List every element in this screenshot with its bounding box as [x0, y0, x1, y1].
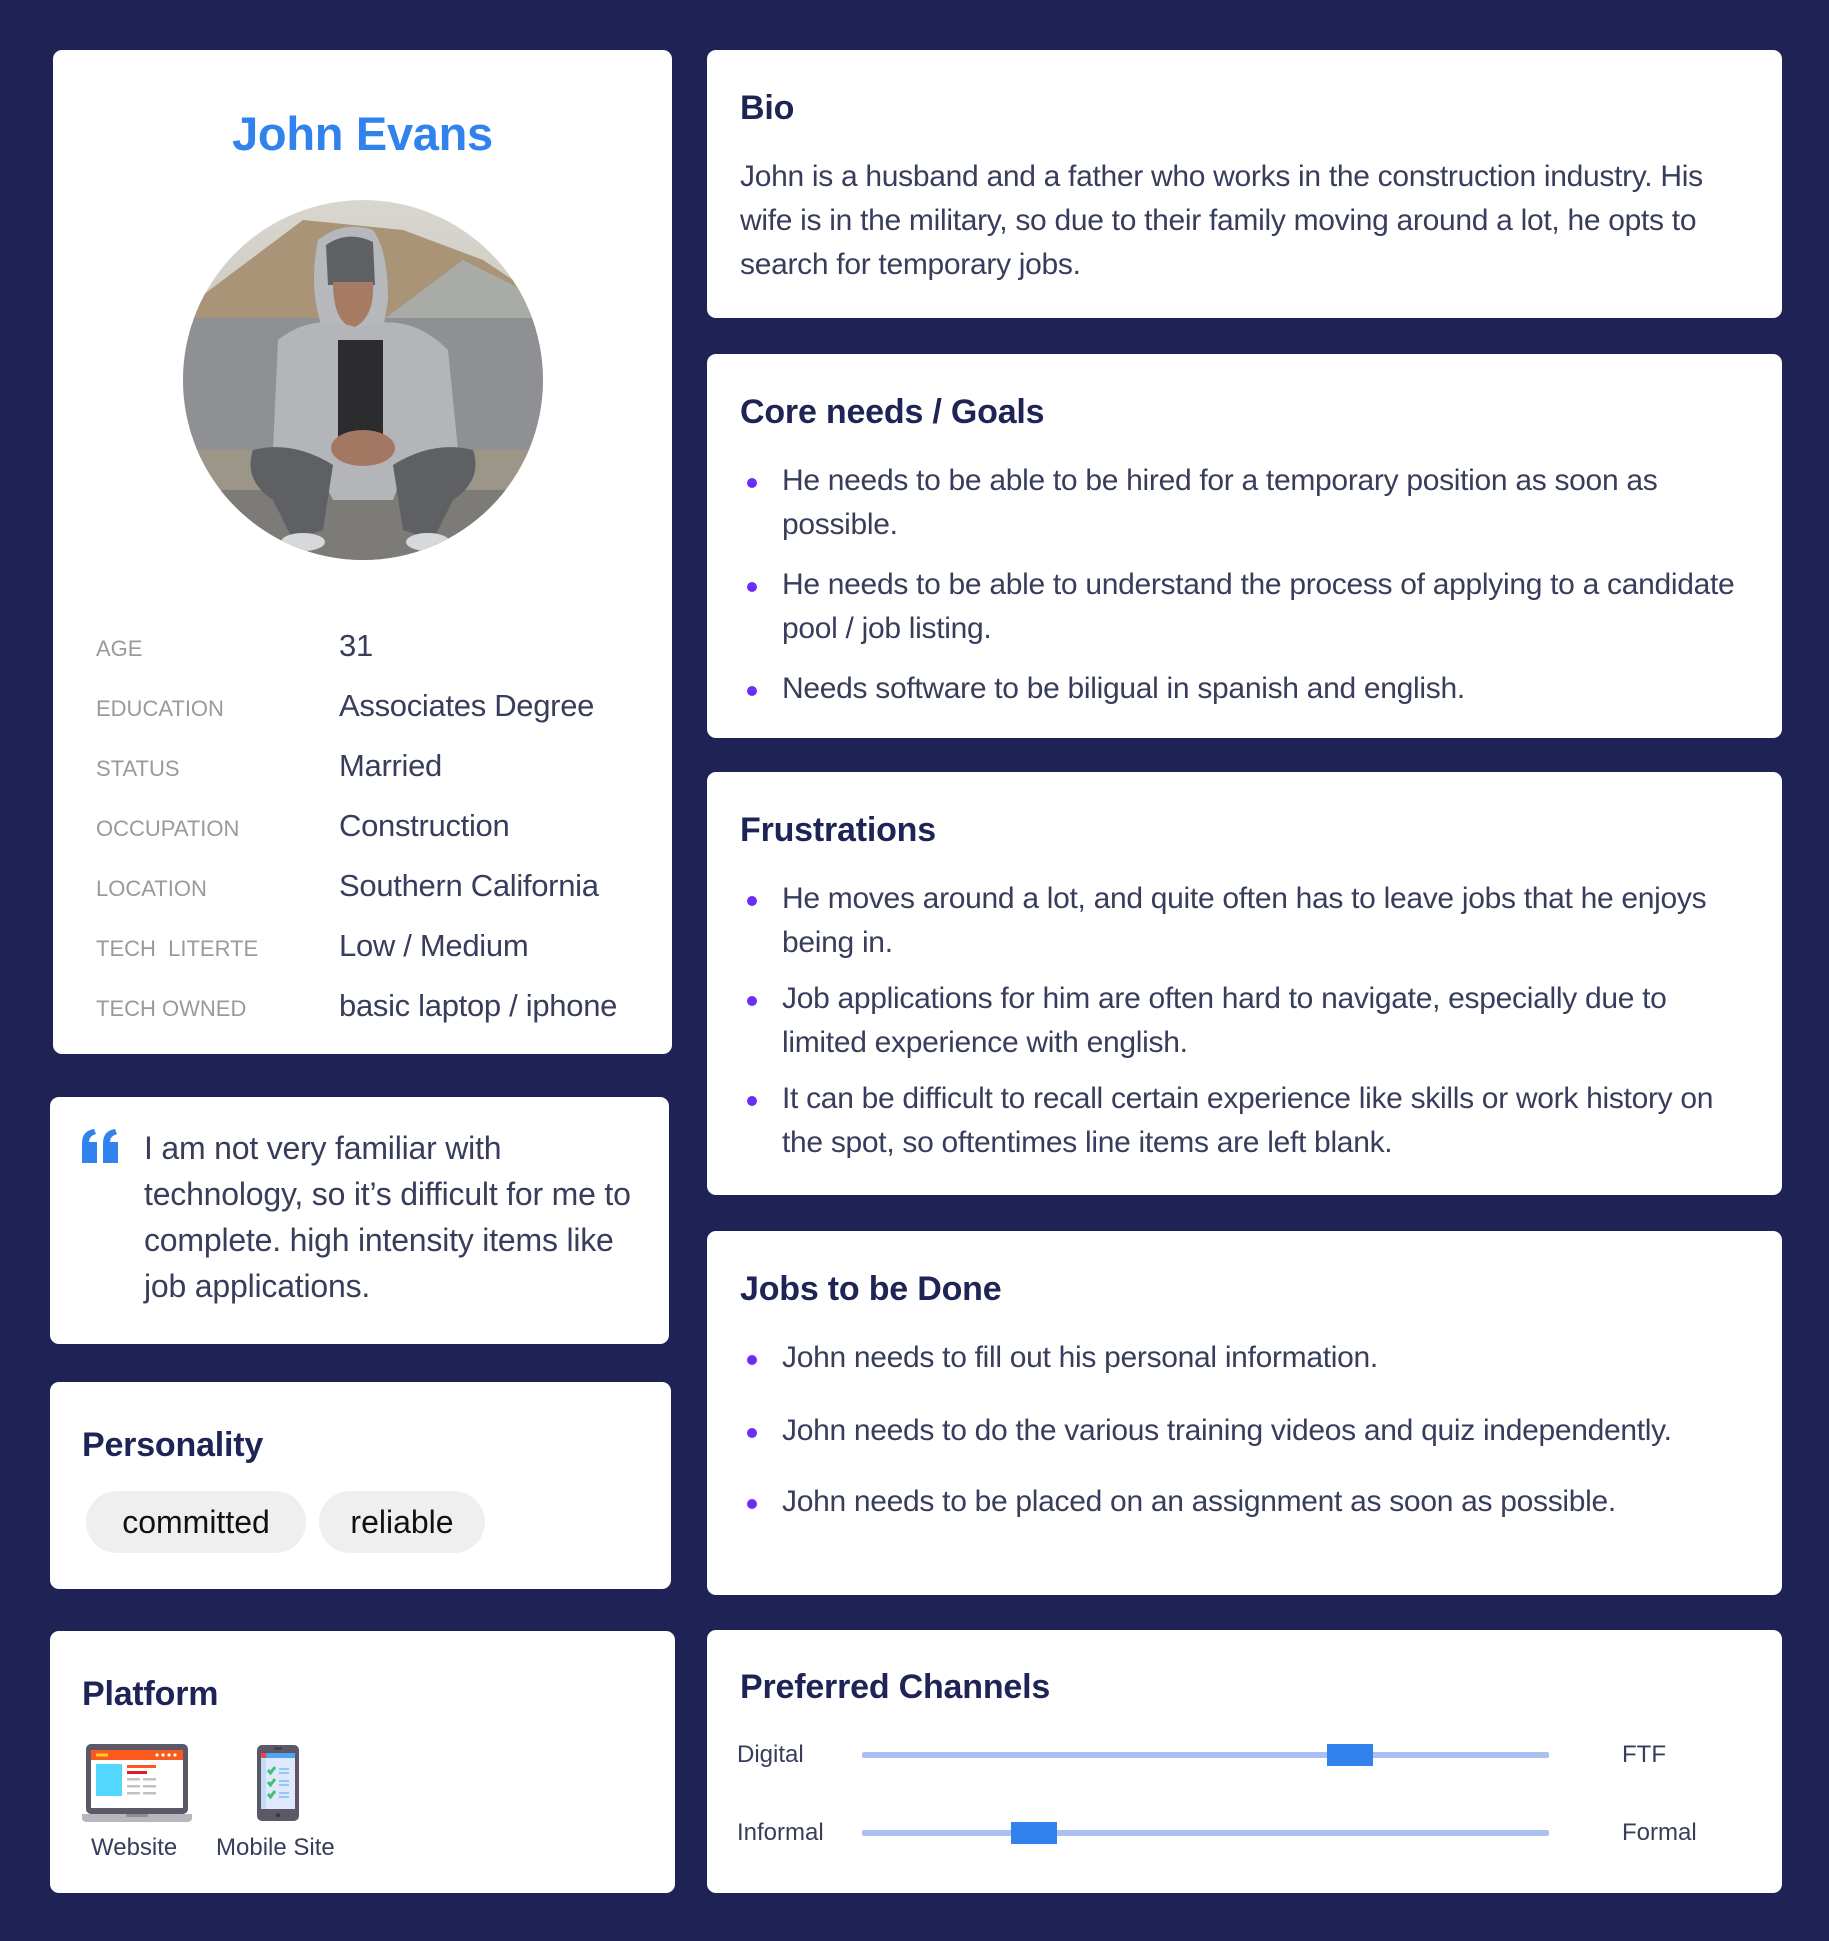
quote-card [50, 1097, 669, 1344]
slider-right-label: Formal [1622, 1819, 1697, 1846]
slider-track[interactable] [862, 1752, 1549, 1758]
person-photo-icon [183, 200, 543, 560]
info-label: OCCUPATION [96, 816, 240, 841]
list-item: John needs to fill out his personal information. [740, 1336, 1740, 1380]
bullet-icon [747, 686, 757, 696]
info-value: basic laptop / iphone [339, 988, 618, 1023]
info-value: Southern California [339, 868, 599, 903]
quote-icon [82, 1129, 120, 1163]
platform-label-website: Website [91, 1834, 178, 1861]
section-title: Platform [82, 1675, 219, 1713]
info-row-occupation [96, 806, 656, 846]
trait-chip: reliable [319, 1491, 485, 1553]
info-row-age [96, 626, 656, 666]
slider-left-label: Informal [737, 1819, 824, 1846]
info-label: AGE [96, 636, 143, 661]
jobs-to-be-done-card [707, 1231, 1782, 1595]
bullet-icon [747, 896, 757, 906]
info-row-tech-owned [96, 986, 656, 1026]
platform-card [50, 1631, 675, 1893]
slider-informal-formal[interactable] [737, 1813, 1757, 1853]
core-needs-list [740, 459, 1740, 711]
smartphone-icon [257, 1745, 299, 1821]
section-title: Core needs / Goals [740, 393, 1045, 431]
slider-thumb[interactable] [1011, 1822, 1057, 1844]
info-label: STATUS [96, 756, 180, 781]
section-title: Frustrations [740, 811, 936, 849]
info-value: Construction [339, 808, 510, 843]
preferred-channels-card [707, 1630, 1782, 1893]
list-item: He needs to be able to be hired for a temporary position as soon as possible. [740, 459, 1740, 547]
section-title: Jobs to be Done [740, 1270, 1002, 1308]
laptop-icon [82, 1744, 192, 1822]
frustrations-card [707, 772, 1782, 1195]
slider-left-label: Digital [737, 1741, 804, 1768]
list-item: He moves around a lot, and quite often has to leave jobs that he enjoys being in. [740, 877, 1740, 965]
frustrations-list [740, 877, 1740, 1165]
list-item: John needs to do the various training videos and quiz independently. [740, 1409, 1740, 1453]
info-row-status [96, 746, 656, 786]
quote-text: I am not very familiar with technology, so it’s difficult for me to complete. high intensity items like job applications. [144, 1130, 631, 1304]
info-label: TECH OWNED [96, 996, 247, 1021]
info-value: Low / Medium [339, 928, 529, 963]
section-title: Preferred Channels [740, 1668, 1051, 1706]
info-value: Married [339, 748, 442, 783]
bullet-icon [747, 996, 757, 1006]
slider-thumb[interactable] [1327, 1744, 1373, 1766]
section-title: Bio [740, 89, 795, 127]
slider-right-label: FTF [1622, 1741, 1666, 1768]
info-row-education [96, 686, 656, 726]
info-value: 31 [339, 628, 373, 663]
slider-track[interactable] [862, 1830, 1549, 1836]
bullet-icon [747, 1428, 757, 1438]
bullet-icon [747, 1499, 757, 1509]
list-item: It can be difficult to recall certain experience like skills or work history on the spot, so oftentimes line items are left blank. [740, 1077, 1740, 1165]
bullet-icon [747, 1096, 757, 1106]
jobs-list [740, 1336, 1740, 1524]
bullet-icon [747, 1355, 757, 1365]
info-value: Associates Degree [339, 688, 595, 723]
bio-card [707, 50, 1782, 318]
list-item: Needs software to be biligual in spanish and english. [740, 667, 1740, 711]
trait-chip: committed [86, 1491, 306, 1553]
info-label: TECH LITERTE [96, 936, 259, 961]
core-needs-card [707, 354, 1782, 738]
persona-name: John Evans [232, 107, 493, 160]
bio-text: John is a husband and a father who works in the construction industry. His wife is in the military, so due to their family moving around a lot, he opts to search for temporary jobs. [740, 160, 1703, 281]
avatar [183, 200, 543, 560]
platform-label-mobile: Mobile Site [216, 1834, 335, 1861]
info-label: EDUCATION [96, 696, 224, 721]
slider-digital-ftf[interactable] [737, 1735, 1757, 1775]
section-title: Personality [82, 1426, 264, 1464]
list-item: Job applications for him are often hard to navigate, especially due to limited experience with english. [740, 977, 1740, 1065]
profile-card [53, 50, 672, 1054]
bullet-icon [747, 582, 757, 592]
info-row-tech-literacy [96, 926, 656, 966]
list-item: John needs to be placed on an assignment as soon as possible. [740, 1480, 1740, 1524]
info-label: LOCATION [96, 876, 207, 901]
info-row-location [96, 866, 656, 906]
personality-card [50, 1382, 671, 1589]
list-item: He needs to be able to understand the process of applying to a candidate pool / job listing. [740, 563, 1740, 651]
bullet-icon [747, 478, 757, 488]
